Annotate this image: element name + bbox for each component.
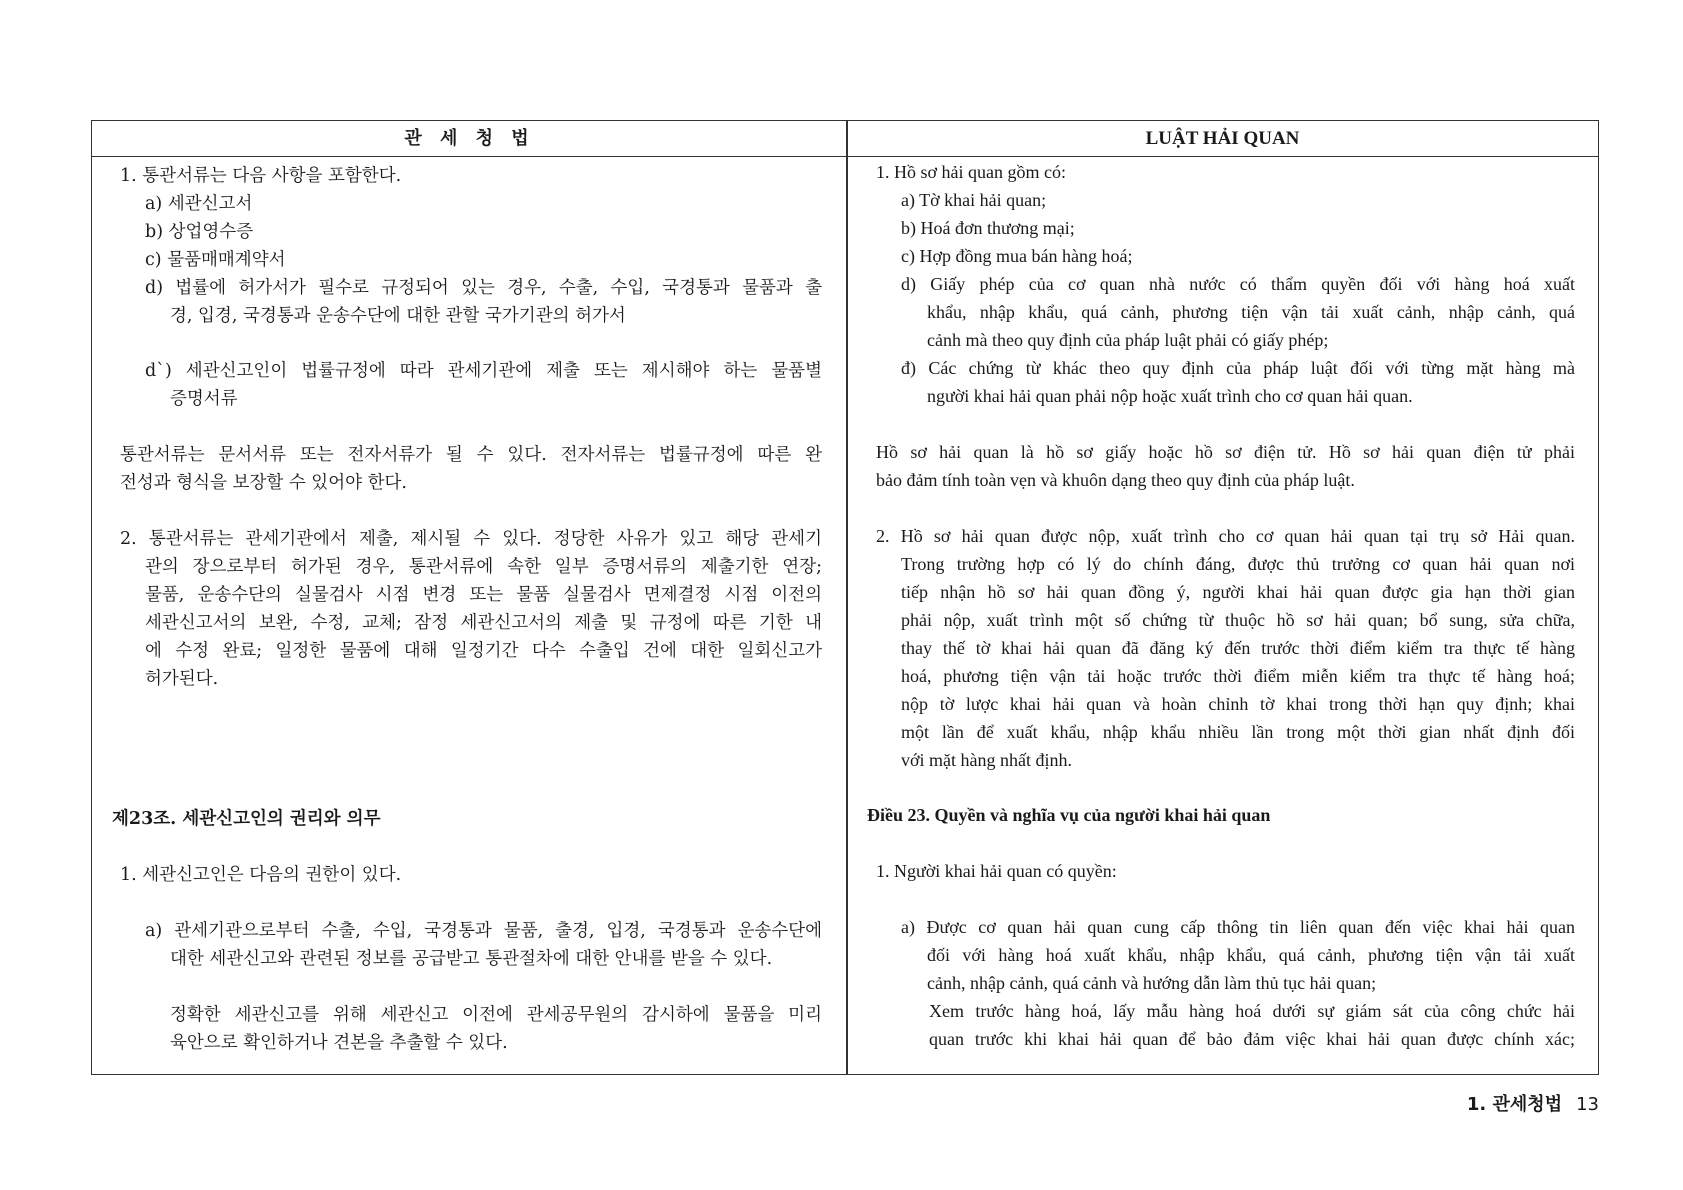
vn-clause-2-line1: 2. Hồ sơ hải quan được nộp, xuất trình cho cơ quan hải quan tại trụ sở Hải quan. (876, 526, 1575, 546)
vn-art23-item-a-line1: a) Được cơ quan hải quan cung cấp thông tin liên quan đến việc khai hải quan (901, 917, 1575, 937)
vn-clause-2-line3: tiếp nhận hồ sơ hải quan đồng ý, người khai hải quan được gia hạn thời gian (901, 582, 1575, 602)
kr-item-d-line1: d) 법률에 허가서가 필수로 규정되어 있는 경우, 수출, 수입, 국경통과 물품과 출 (145, 278, 822, 298)
kr-art23-item-a-line4: 육안으로 확인하거나 견본을 추출할 수 있다. (170, 1033, 508, 1053)
vn-clause-2-line4: phải nộp, xuất trình một số chứng từ thuộc hồ sơ hải quan; bổ sung, sửa chữa, (901, 610, 1575, 630)
kr-clause-2-line6: 허가된다. (145, 669, 219, 689)
vn-item-b: b) Hoá đơn thương mại; (901, 218, 1075, 238)
column-divider (846, 121, 848, 1074)
korean-column-header: 관 세 청 법 (92, 121, 847, 157)
vn-art23-item-a-line5: quan trước khi khai hải quan để bảo đảm việc khai hải quan được chính xác; (929, 1029, 1575, 1049)
kr-art23-item-a-line1: a) 관세기관으로부터 수출, 수입, 국경통과 물품, 출경, 입경, 국경통과 운송수단에 (145, 921, 822, 941)
kr-art23-item-a-line3: 정확한 세관신고를 위해 세관신고 이전에 관세공무원의 감시하에 물품을 미리 (170, 1005, 822, 1025)
kr-clause-2-line5: 에 수정 완료; 일정한 물품에 대해 일정기간 다수 수출입 건에 대한 일회신고가 (145, 641, 822, 661)
kr-clause-1: 1. 통관서류는 다음 사항을 포함한다. (120, 166, 402, 186)
vn-clause-1: 1. Hồ sơ hải quan gồm có: (876, 162, 1066, 182)
kr-art23-item-a-line2: 대한 세관신고와 관련된 정보를 공급받고 통관절차에 대한 안내를 받을 수 있다. (170, 949, 773, 969)
vn-item-dd-line2: người khai hải quan phải nộp hoặc xuất trình cho cơ quan hải quan. (927, 386, 1413, 406)
vn-clause-2-line6: hoá, phương tiện vận tải hoặc trước thời điểm miễn kiểm tra thực tế hàng hoá; (901, 666, 1575, 686)
vn-item-c: c) Hợp đồng mua bán hàng hoá; (901, 246, 1133, 266)
kr-clause-2-line3: 물품, 운송수단의 실물검사 시점 변경 또는 물품 실물검사 면제결정 시점 이전의 (145, 585, 822, 605)
kr-item-d2-line2: 증명서류 (170, 389, 238, 409)
vn-clause-2-line2: Trong trường hợp có lý do chính đáng, được thủ trưởng cơ quan hải quan nơi (901, 554, 1575, 574)
vn-art23-item-a-line2: đối với hàng hoá xuất khẩu, nhập khẩu, quá cảnh, phương tiện vận tải xuất (927, 945, 1575, 965)
page-number: 13 (1576, 1094, 1599, 1115)
vn-docs-para-line2: bảo đảm tính toàn vẹn và khuôn dạng theo quy định của pháp luật. (876, 470, 1355, 490)
page-footer (1467, 1090, 1599, 1116)
kr-item-a: a) 세관신고서 (145, 194, 253, 214)
kr-clause-2-line4: 세관신고서의 보완, 수정, 교체; 잠정 세관신고서의 제출 및 규정에 따른 기한 내 (145, 613, 822, 633)
kr-article-23-title: 제23조. 세관신고인의 권리와 의무 (112, 809, 381, 829)
vn-clause-2-line7: nộp tờ lược khai hải quan và hoàn chỉnh tờ khai trong thời hạn quy định; khai (901, 694, 1575, 714)
kr-docs-para-line1: 통관서류는 문서서류 또는 전자서류가 될 수 있다. 전자서류는 법률규정에 따른 완 (120, 445, 822, 465)
kr-docs-para-line2: 전성과 형식을 보장할 수 있어야 한다. (120, 473, 407, 493)
vn-item-d-line2: khẩu, nhập khẩu, quá cảnh, phương tiện vận tải xuất cảnh, nhập cảnh, quá (927, 302, 1575, 322)
footer-section-title: 1. 관세청법 (1466, 1094, 1563, 1115)
kr-item-c: c) 물품매매계약서 (145, 250, 286, 270)
vn-clause-2-line9: với mặt hàng nhất định. (901, 750, 1072, 770)
kr-item-b: b) 상업영수증 (145, 222, 254, 242)
kr-clause-2-line2: 관의 장으로부터 허가된 경우, 통관서류에 속한 일부 증명서류의 제출기한 연장; (145, 557, 822, 577)
vn-item-dd-line1: đ) Các chứng từ khác theo quy định của pháp luật đối với từng mặt hàng mà (901, 358, 1575, 378)
vietnamese-column-header: LUẬT HẢI QUAN (847, 121, 1598, 157)
vn-docs-para-line1: Hồ sơ hải quan là hồ sơ giấy hoặc hồ sơ điện tử. Hồ sơ hải quan điện tử phải (876, 442, 1575, 462)
vn-art23-clause-1: 1. Người khai hải quan có quyền: (876, 861, 1117, 881)
vn-clause-2-line8: một lần để xuất khẩu, nhập khẩu nhiều lần trong một thời gian nhất định đối (901, 722, 1575, 742)
vn-art23-item-a-line3: cảnh, nhập cảnh, quá cảnh và hướng dẫn làm thủ tục hải quan; (927, 973, 1377, 993)
vn-art23-item-a-line4: Xem trước hàng hoá, lấy mẫu hàng hoá dưới sự giám sát của công chức hải (929, 1001, 1575, 1021)
kr-item-d-line2: 경, 입경, 국경통과 운송수단에 대한 관할 국가기관의 허가서 (170, 306, 626, 326)
vn-clause-2-line5: thay thế tờ khai hải quan đã đăng ký đến trước thời điểm kiểm tra thực tế hàng (901, 638, 1575, 658)
vn-item-a: a) Tờ khai hải quan; (901, 190, 1047, 210)
kr-clause-2-line1: 2. 통관서류는 관세기관에서 제출, 제시될 수 있다. 정당한 사유가 있고 해당 관세기 (120, 529, 822, 549)
kr-art23-clause-1: 1. 세관신고인은 다음의 권한이 있다. (120, 865, 402, 885)
vn-item-d-line1: d) Giấy phép của cơ quan nhà nước có thẩm quyền đối với hàng hoá xuất (901, 274, 1575, 294)
bilingual-law-table (91, 120, 1599, 1075)
vn-article-23-title: Điều 23. Quyền và nghĩa vụ của người khai hải quan (867, 805, 1271, 825)
vn-item-d-line3: cảnh mà theo quy định của pháp luật phải có giấy phép; (927, 330, 1329, 350)
kr-item-d2-line1: d`) 세관신고인이 법률규정에 따라 관세기관에 제출 또는 제시해야 하는 물품별 (145, 361, 822, 381)
